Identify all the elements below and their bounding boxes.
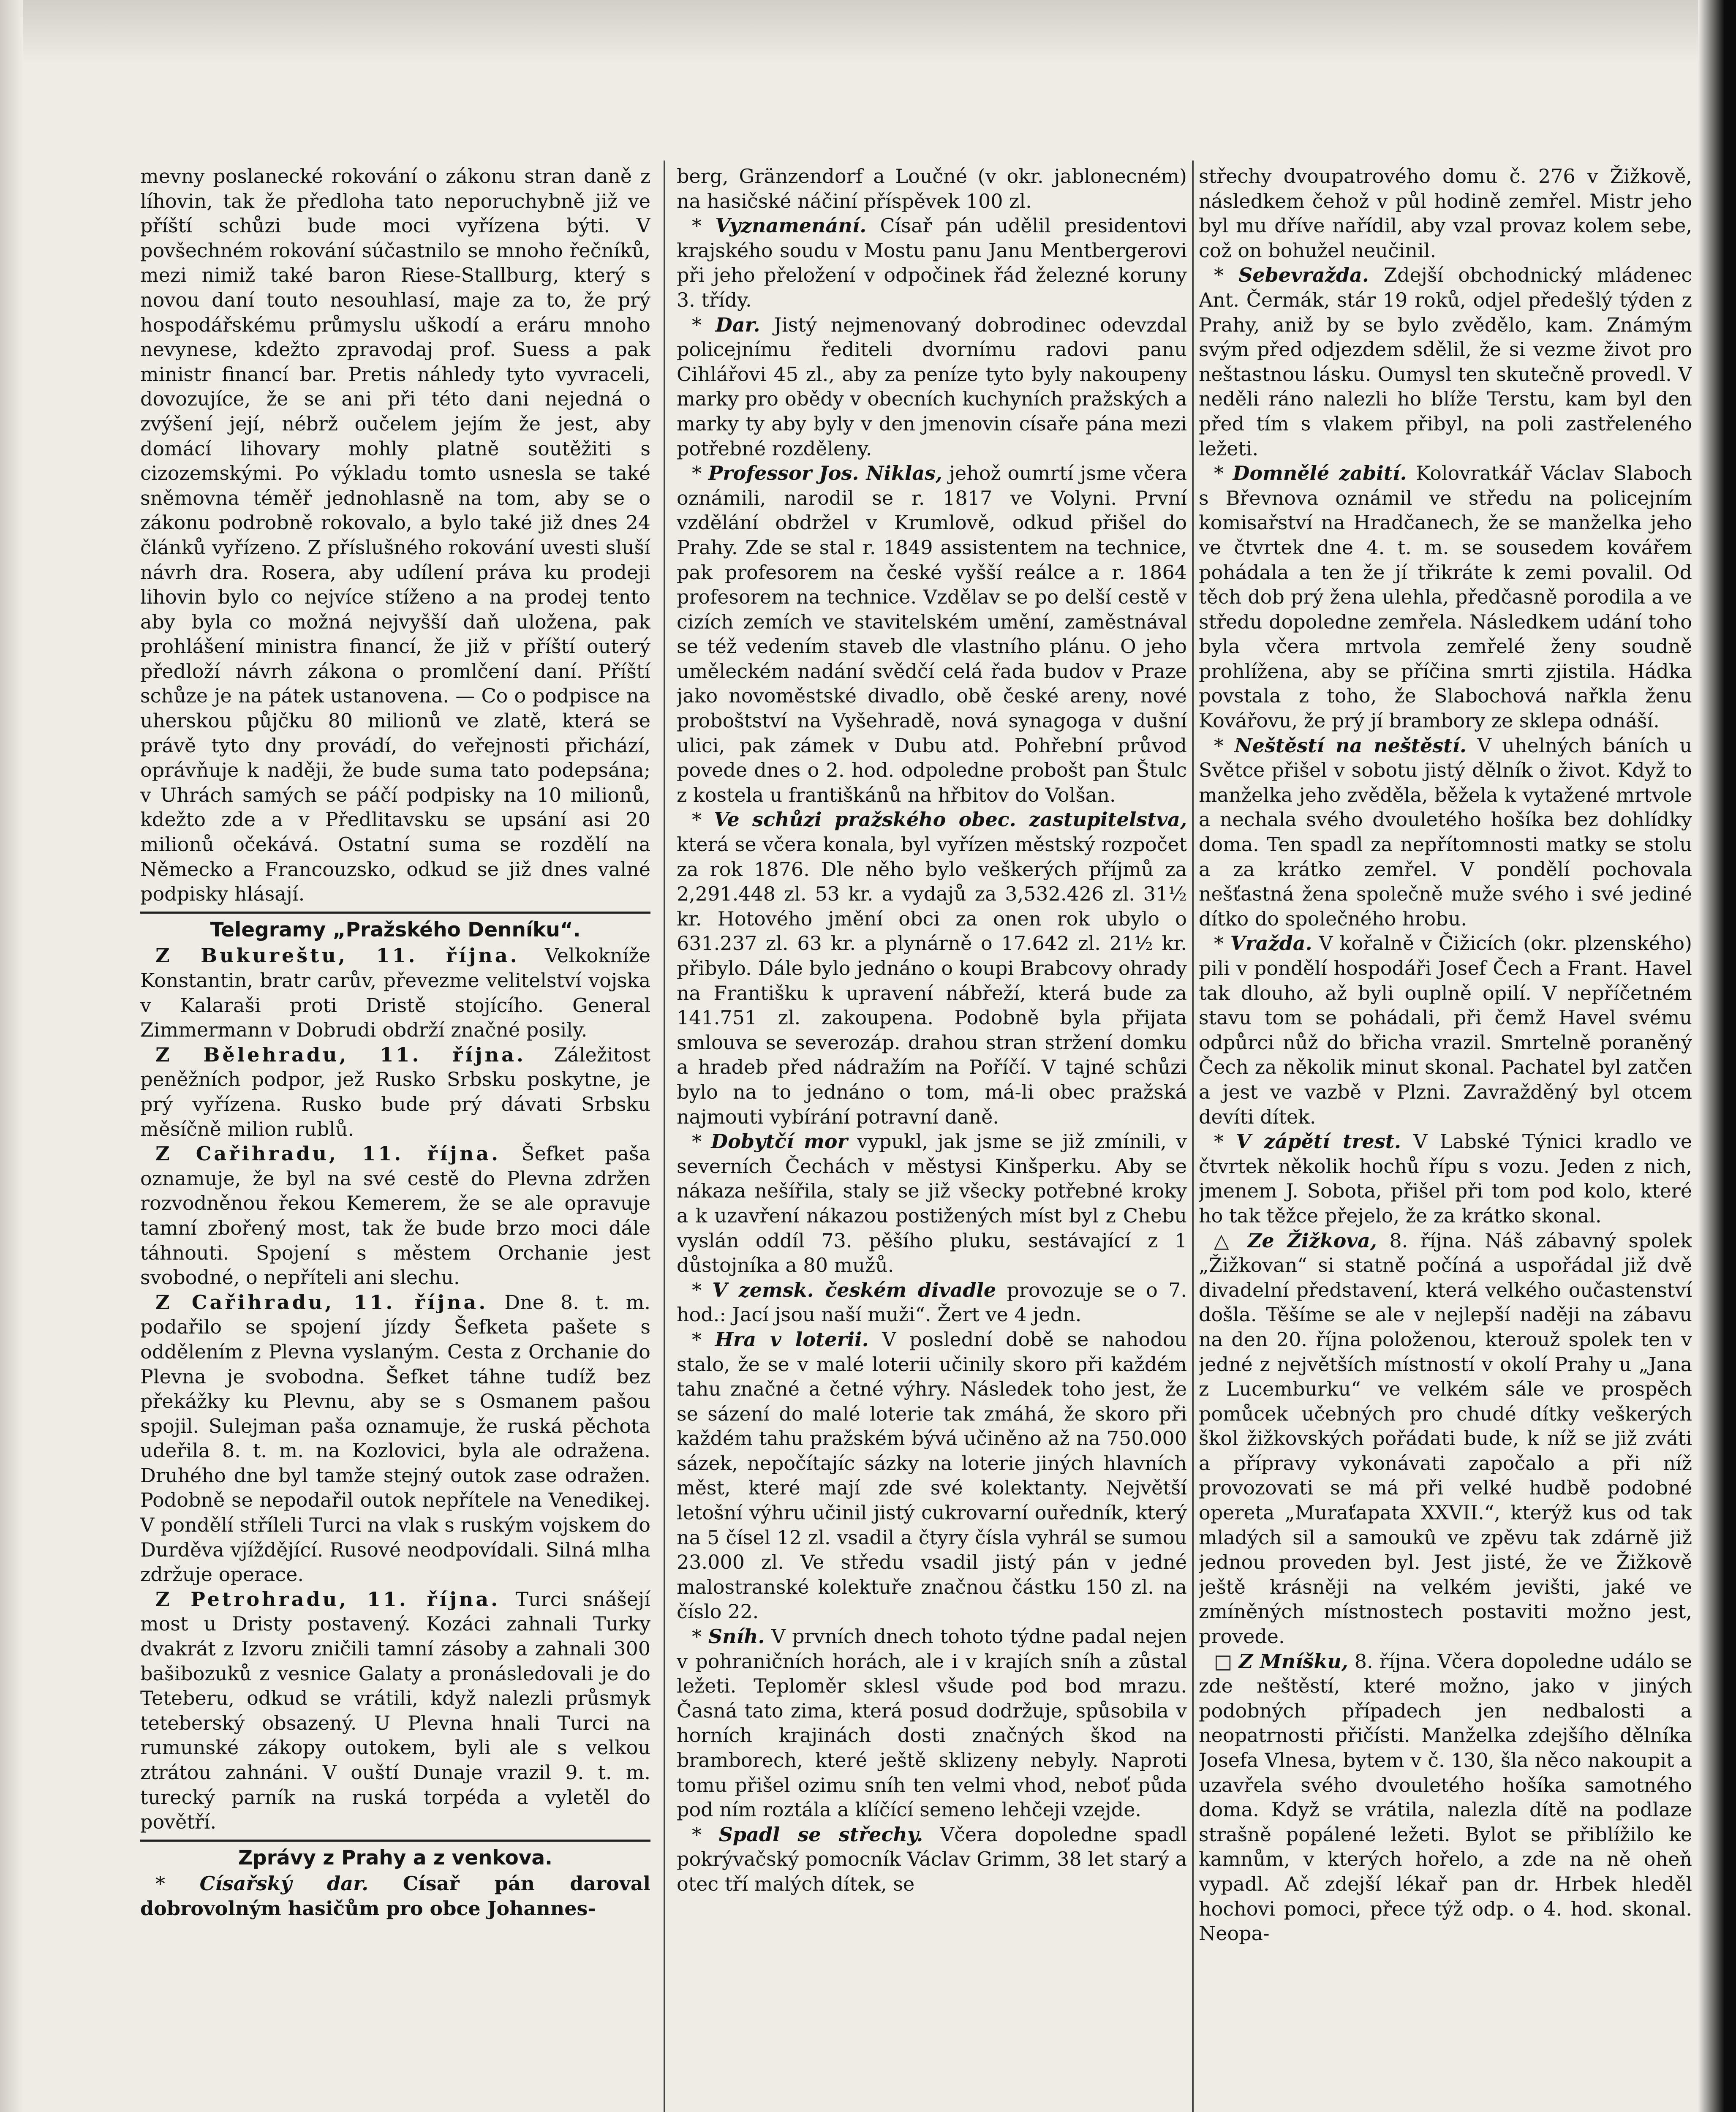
news-item-zizkov (1199, 1228, 1692, 1649)
news-item-title: V zemsk. českém divadle (712, 1278, 996, 1301)
news-item-title: Sebevražda. (1238, 264, 1369, 287)
news-item-domnele-zabiti: * Domnělé zabití. Kolovratkář Václav Slaboch s Břevnova oznámil ve středu na policejním komisařství na Hradčanech, že se manželka jeho ve čtvrtek dne 4. t. m. se sousedem kovářem pohádala a ten že jí třikráte k zemi povalil. Od těch dob prý žena ulehla, předčasně porodila a ve středu dopoledne zemřela. Následkem udání toho byla včera mrtvola zemřelé ženy soudně prohlížena, aby se příčina smrti zjistila. Hádka povstala z toho, že Slabochová nařkla ženu Kovářovu, že prý jí brambory ze sklepa odnáší. (1199, 462, 1692, 732)
news-item-text: jehož oumrtí jsme včera oznámili, narodil se r. 1817 ve Volyni. První vzdělání obdržel v Krumlově, odkud přišel do Prahy. Zde se stal r. 1849 assistentem na technice, pak profesorem na české vyšší reálce a r. 1864 profesorem na technice. Vzdělav se po delší cestě v cizích zemích ve stavitelském umění, zaměstnával se též vedením staveb dle vlastního plánu. O jeho uměleckém nadání svědčí celá řada budov v Praze jako novoměstské divadlo, obě české areny, nové proboštství na Vyšehradě, nová synagoga v dušní ulici, pak zámek v Dubu atd. Pohřební průvod povede dnes o 2. hod. odpoledne probošt pan Štulc z kostela u františkánů na hřbitov do Volšan. (677, 462, 1187, 806)
news-item-title: Hra v loterii. (715, 1328, 869, 1351)
news-item-text: V poslední době se nahodou stalo, že se v malé loterii učinily skoro při každém tahu značné a četné výhry. Následek toho jest, že se sázení do malé loterie tak zmáhá, že skoro při každém tahu pražském bývá učiněno až na 750.000 sázek, nepočítajíc sázky na loterie jiných hlavních měst, které mají zde své kolektanty. Největší letošní výhru učinil jistý cukrovarní ouředník, který na 5 čísel 12 zl. vsadil a čtyry čísla vyhrál se sumou 23.000 zl. Ve středu vsadil jistý pán v jedné malostranské kolektuře značnou částku 150 zl. na číslo 22. (677, 1328, 1187, 1623)
news-item-title: Sníh. (708, 1625, 765, 1648)
news-item-zastupitelstvo: * Ve schůzi pražského obec. zastupitelstva, která se včera konala, byl vyřízen městský rozpočet za rok 1876. Dle něho bylo veškerých příjmů za 2,291.448 zl. 53 kr. a vydajů za 3,532.426 zl. 31½ kr. Hotového jmění obci za onen rok ubylo o 631.237 zl. 63 kr. a plynárně o 17.642 zl. 21½ kr. přibylo. Dále bylo jednáno o koupi Brabcovy ohrady na Františku k upravení nábřeží, která bude za 141.751 zl. zakoupena. Podobně byla přijata smlouva se severozáp. drahou stran stržení domku a hradeb před nádražím na Poříčí. V tajné schůzi bylo na to jednáno o tom, má-li obec pražská najmouti vybírání potravní daně. (677, 808, 1187, 1128)
telegram-carihrad-1 (140, 1141, 650, 1290)
news-item-text: V prvních dnech tohoto týdne padal nejen v pohraničních horách, ale i v krajích sníh a zůstal ležeti. Teploměr sklesl všude pod bod mrazu. Časná tato zima, která posud dodržuje, spůsobila v horních krajinách dosti značných škod na bramborech, které ještě sklizeny nebyly. Naproti tomu přišel ozimu sníh ten velmi vhod, neboť půda pod ním roztála a klíčící semeno lehčeji vzejde. (677, 1625, 1187, 1821)
news-item-text: Jistý nejmenovaný dobrodinec odevzdal policejnímu řediteli dvornímu radovi panu Cihlářovi 45 zl., aby za peníze tyto byly nakoupeny marky pro obědy v obecních kuchyních pražských a marky ty aby byly v den jmenovin císaře pána mezi potřebné rozděleny. (677, 313, 1187, 460)
news-item-snih: * Sníh. V prvních dnech tohoto týdne padal nejen v pohraničních horách, ale i v krajích sníh a zůstal ležeti. Teploměr sklesl všude pod bod mrazu. Časná tato zima, která posud dodržuje, spůsobila v horních krajinách dosti značných škod na bramborech, které ještě sklizeny nebyly. Naproti tomu přišel ozimu sníh ten velmi vhod, neboť půda pod ním roztála a klíčící semeno lehčeji vzejde. (677, 1625, 1187, 1821)
telegram-text: Záležitost peněžních podpor, jež Rusko Srbsku poskytne, je prý vyřízena. Rusko bude prý dávati Srbsku měsíčně milion rublů. (140, 1043, 650, 1140)
scan-shadow-right (1698, 0, 1736, 2112)
news-item-title: Z Mníšku, (1238, 1649, 1348, 1673)
telegram-text: Turci snášejí most u Dristy postavený. Kozáci zahnali Turky dvakrát z Izvoru zničili tamní zásoby a zahnali 300 bašibozuků z vesnice Galaty a pronásledovali je do Teteberu, odkud se vrátili, když nalezli průsmyk teteberský obsazený. U Plevna hnali Turci na rumunské zákopy outokem, byli ale s velkou ztrátou zahnáni. V ouští Dunaje vrazil 9. t. m. turecký parník na ruská torpéda a vyletěl do povětří. (140, 1587, 650, 1834)
news-item-title: Dobytčí mor (711, 1130, 848, 1153)
column-1 (140, 164, 650, 2112)
news-item-text: Císař pán daroval dobrovolným hasičům pro obce Johannes- (140, 1872, 650, 1920)
column-2 (677, 164, 1187, 2112)
news-item-text: která se včera konala, byl vyřízen městský rozpočet za rok 1876. Dle něho bylo veškerých příjmů za 2,291.448 zl. 53 kr. a vydajů za 3,532.426 zl. 31½ kr. Hotového jmění obci za onen rok ubylo o 631.237 zl. 63 kr. a plynárně o 17.642 zl. 21½ kr. přibylo. Dále bylo jednáno o koupi Brabcovy ohrady na Františku k upravení nábřeží, která bude za 141.751 zl. zakoupena. Podobně byla přijata smlouva se severozáp. drahou stran stržení domku a hradeb před nádražím na Poříčí. V tajné schůzi bylo na to jednáno o tom, má-li obec pražská najmouti vybírání potravní daně. (677, 833, 1187, 1128)
news-item-text: Císař pán udělil presidentovi krajského soudu v Mostu panu Janu Mentbergerovi při jeho přeložení v odpočinek řád železné koruny 3. třídy. (677, 214, 1187, 311)
news-item-spadl: * Spadl se střechy. Včera dopoledne spadl pokrývačský pomocník Václav Grimm, 38 let starý a otec tří malých dítek, se (677, 1823, 1187, 1895)
news-item-title: V zápětí trest. (1236, 1130, 1401, 1153)
news-item-text: 8. října. Náš zábavný spolek „Žižkovan“ si statně počíná a uspořádal již dvě divadelní představení, která velkého oučastenství došla. Těšíme se ale v nejlepší naději na zábavu na den 20. října položenou, kterouž spolek ten v jedné z největších místností v okolí Prahy u „Jana z Lucemburku“ ve velkém sále ve prospěch pomůcek učebných pro chudé dítky veškerých škol žižkovských pořádati bude, k níž se již zváti a přípravy vykonávati započalo a při níž provozovati se má při velké hudbě podobné opereta „Muraťapata XXVII.“, kterýž kus od tak mladých sil a samoukû ve zpěvu tak zdárně již jednou proveden byl. Jest jisté, že ve Žižkově ještě krásněji na velkém jevišti, jaké ve zmíněných místnostech postaviti možno jest, provede. (1199, 1229, 1692, 1648)
news-item-text: Včera dopoledne spadl pokrývačský pomocník Václav Grimm, 38 let starý a otec tří malých dítek, se (677, 1823, 1187, 1895)
section-rule (140, 1840, 650, 1842)
news-item-nestesti: * Neštěstí na neštěstí. V uhelných báních u Světce přišel v sobotu jistý dělník o život. Když to manželka jeho zvěděla, běžela k vytažené mrtvole a nechala svého dvouletého hošíka bez dohlídky doma. Ten spadl za nepřítomnosti matky se stolu a za krátko zemřel. V pondělí pochovala nešťastná žena společně muže svého i své jediné dítko do společného hrobu. (1199, 734, 1692, 930)
news-item-text: V uhelných báních u Světce přišel v sobotu jistý dělník o život. Když to manželka jeho zvěděla, běžela k vytažené mrtvole a nechala svého dvouletého hošíka bez dohlídky doma. Ten spadl za nepřítomnosti matky se stolu a za krátko zemřel. V pondělí pochovala nešťastná žena společně muže svého i své jediné dítko do společného hrobu. (1199, 734, 1692, 930)
news-item-title: Vyznamenání. (715, 214, 867, 237)
news-item-continuation: berg, Gränzendorf a Loučné (v okr. jablonecném) na hasičské náčiní příspěvek 100 zl. (677, 165, 1187, 212)
telegram-dateline: Z Bukureštu, 11. října. (155, 944, 520, 967)
news-item-text: 8. října. Včera dopoledne událo se zde neštěstí, které možno, jako v jiných podobných případech jen nedbalosti a neopatrnosti přičísti. Manželka zdejšího dělníka Josefa Vlnesa, bytem v č. 130, šla něco nakoupit a uzavřela svého dvouletého hošíka samotného doma. Když se vrátila, nalezla dítě na podlaze strašně popálené ležeti. Bylot se přiblížilo ke kamnům, v kterých hořelo, a zde na ně oheň vypadl. Ač zdejší lékař pan dr. Hrbek hleděl hochovi pomoci, přece týž odp. o 4. hod. skonal. Neopa- (1199, 1649, 1692, 1945)
news-item-title: Ve schůzi pražského obec. zastupitelstva, (713, 808, 1187, 831)
news-item-mnisek (1199, 1649, 1692, 1946)
news-item-title: Spadl se střechy. (718, 1823, 923, 1846)
telegram-carihrad-2 (140, 1290, 650, 1587)
telegram-belehrad (140, 1042, 650, 1141)
news-item-title: Professor Jos. Niklas, (708, 462, 943, 485)
news-heading: Zprávy z Prahy a z venkova. (238, 1846, 553, 1870)
news-item-loterie: * Hra v loterii. V poslední době se nahodou stalo, že se v malé loterii učinily skoro při každém tahu značné a četné výhry. Následek toho jest, že se sázení do malé loterie tak zmáhá, že skoro při každém tahu pražském bývá učiněno až na 750.000 sázek, nepočítajíc sázky na loterie jiných hlavních měst, které mají zde své kolektanty. Největší letošní výhru učinil jistý cukrovarní ouředník, který na 5 čísel 12 zl. vsadil a čtyry čísla vyhrál se sumou 23.000 zl. Ve středu vsadil jistý pán v jedné malostranské kolektuře značnou částku 150 zl. na číslo 22. (677, 1328, 1187, 1623)
news-item-title: Ze Žižkova, (1247, 1229, 1377, 1252)
news-item-title: Císařský dar. (199, 1872, 369, 1895)
column-rule-1 (664, 161, 665, 2112)
triangle-icon: △ (1214, 1229, 1235, 1252)
news-item-text: V kořalně v Čižicích (okr. plzenského) pili v pondělí hospodáři Josef Čech a Frant. Havel tak dlouho, až byli ouplně opilí. V nepříčetném stavu tom se pohádali, při čemž Havel svému odpůrci nůž do břicha vrazil. Smrtelně poraněný Čech za několik minut skonal. Pachatel byl zatčen a jest ve vazbě v Plzni. Zavražděný byl otcem devíti dítek. (1199, 932, 1692, 1128)
news-item-zapeti-trest: * V zápětí trest. V Labské Týnici kradlo ve čtvrtek několik hochů řípu s vozu. Jeden z nich, jmenem J. Sobota, přišel při tom pod kolo, které ho tak těžce přejelo, že za krátko skonal. (1199, 1130, 1692, 1227)
news-item-cisarsky-dar: * Císařský dar. Císař pán daroval dobrovolným hasičům pro obce Johannes- (140, 1872, 650, 1920)
news-item-text: provozuje se o 7. hod.: Jací jsou naší muži“. Žert ve 4 jedn. (677, 1278, 1187, 1326)
telegram-bukurest (140, 943, 650, 1042)
telegram-text: Velkokníže Konstantin, bratr carův, převezme velitelství vojska v Kalaraši proti Dristě stojícího. General Zimmermann v Dobrudi obdrží značné posily. (140, 944, 650, 1042)
news-item-text: Kolovratkář Václav Slaboch s Břevnova oznámil ve středu na policejním komisařství na Hradčanech, že se manželka jeho ve čtvrtek dne 4. t. m. se sousedem kovářem pohádala a ten že jí třikráte k zemi povalil. Od těch dob prý žena ulehla, předčasně porodila a ve středu dopoledne zemřela. Následkem udání toho byla včera mrtvola zemřelé ženy soudně prohlížena, aby se příčina smrti zjistila. Hádka povstala z toho, že Slabochová nařkla ženu Kovářovu, že prý jí brambory ze sklepa odnáší. (1199, 462, 1692, 732)
news-item-text: Zdejší obchodnický mládenec Ant. Čermák, stár 19 roků, odjel předešlý týden z Prahy, aniž by se bylo zvědělo, kam. Známým svým před odjezdem sdělil, že si vezme život pro neštastnou lásku. Oumysl ten skutečně provedl. V neděli ráno nalezli ho blíže Terstu, kam byl den před tím s vlakem přibyl, na poli zastřeleného ležeti. (1199, 264, 1692, 460)
news-item-dobytci-mor: * Dobytčí mor vypukl, jak jsme se již zmínili, v severních Čechách v městysi Kinšperku. Aby se nákaza nešířila, staly se již všecky potřebné kroky a k uzavření nákazou postižených míst byl z Chebu vyslán oddíl 73. pěšího pluku, sestávající z 1 důstojníka a 80 mužů. (677, 1130, 1187, 1277)
news-item-divadlo: * V zemsk. českém divadle provozuje se o 7. hod.: Jací jsou naší muži“. Žert ve 4 jedn. (677, 1278, 1187, 1326)
news-item-sebevrazda: * Sebevražda. Zdejší obchodnický mládenec Ant. Čermák, stár 19 roků, odjel předešlý týden z Prahy, aniž by se bylo zvědělo, kam. Známým svým před odjezdem sdělil, že si vezme život pro neštastnou lásku. Oumysl ten skutečně provedl. V neděli ráno nalezli ho blíže Terstu, kam byl den před tím s vlakem přibyl, na poli zastřeleného ležeti. (1199, 264, 1692, 460)
column-rule-2 (1192, 161, 1194, 2112)
news-item-title: Dar. (715, 313, 760, 336)
scan-shadow-left (0, 0, 23, 2112)
telegram-dateline: Z Petrohradu, 11. října. (155, 1587, 501, 1611)
news-item-vyznamenani: * Vyznamenání. Císař pán udělil presidentovi krajského soudu v Mostu panu Janu Mentbergerovi při jeho přeložení v odpočinek řád železné koruny 3. třídy. (677, 214, 1187, 311)
telegram-dateline: Z Cařihradu, 11. října. (155, 1142, 501, 1165)
telegram-petrohrad (140, 1587, 650, 1834)
telegram-dateline: Z Bělehradu, 11. října. (155, 1043, 526, 1066)
news-item-title: Neštěstí na neštěstí. (1234, 734, 1467, 757)
telegram-text: Dne 8. t. m. podařilo se spojení jízdy Šefketa pašete s oddělením z Plevna vyslaným. Cesta z Orchanie do Plevna je svobodna. Šefket táhne tudíž bez překážky ku Plevnu, aby se s Osmanem pašou spojil. Sulejman paša oznamuje, že ruská pěchota udeřila 8. t. m. na Kozlovici, byla ale odražena. Druhého dne byl tamže stejný outok zase odražen. Podobně se nepodařil outok nepřítele na Venedikej. V pondělí stříleli Turci na vlak s ruským vojskem do Durděva vjíždějící. Rusové neodpovídali. Silná mlha zdržuje operace. (140, 1290, 650, 1586)
column-3 (1199, 164, 1692, 2112)
news-item-text: V Labské Týnici kradlo ve čtvrtek několik hochů řípu s vozu. Jeden z nich, jmenem J. Sobota, přišel při tom pod kolo, které ho tak těžce přejelo, že za krátko skonal. (1199, 1130, 1692, 1227)
news-item-niklas: * Professor Jos. Niklas, jehož oumrtí jsme včera oznámili, narodil se r. 1817 ve Volyni. První vzdělání obdržel v Krumlově, odkud přišel do Prahy. Zde se stal r. 1849 assistentem na technice, pak profesorem na české vyšší reálce a r. 1864 profesorem na technice. Vzdělav se po delší cestě v cizích zemích ve stavitelském umění, zaměstnával se též vedením staveb dle vlastního plánu. O jeho uměleckém nadání svědčí celá řada budov v Praze jako novoměstské divadlo, obě české areny, nové proboštství na Vyšehradě, nová synagoga v dušní ulici, pak zámek v Dubu atd. Pohřební průvod povede dnes o 2. hod. odpoledne probošt pan Štulc z kostela u františkánů na hřbitov do Volšan. (677, 462, 1187, 806)
square-icon: □ (1214, 1649, 1233, 1673)
telegram-text: Šefket paša oznamuje, že byl na své cestě do Plevna zdržen rozvodněnou řekou Kemerem, že se ale opravuje tamní zbořený most, tak že bude brzo moci dále táhnouti. Spojení s městem Orchanie jest svobodné, o nepříteli ani slechu. (140, 1142, 650, 1289)
parliament-report: mevny poslanecké rokování o zákonu stran daně z líhovin, tak že předloha tato neporuchybně již ve příští schůzi bude moci vyřízena býti. V povšechném rokování súčastnilo se mnoho řečníků, mezi nimiž také baron Riese-Stallburg, který s novou daní touto nesouhlasí, maje za to, že prý hospodářskému průmyslu uškodí a eráru mnoho nevynese, kdežto zpravodaj prof. Suess a pak ministr financí bar. Pretis náhledy tyto vyvraceli, dovozujíce, že se ani při této dani nejedná o zvýšení její, nébrž oučelem jejím že jest, aby domácí lihovary mohly platně soutěžiti s cizozemskými. Po výkladu tomto usnesla se také sněmovna téměř jednohlasně na tom, aby se o zákonu podrobně rokovalo, a bylo také již dnes 24 článků vyřízeno. Z příslušného rokování uvesti sluší návrh dra. Rosera, aby udílení práva ku prodeji lihovin bylo co nejvíce stíženo a na prodej tento aby byla co možná nejvyšší daň uložena, pak prohlášení ministra financí, že již v příští outerý předloží návrh zákona o promlčení daní. Příští schůze je na pátek ustanovena. — Co o podpisce na uherskou půjčku 80 milionů ve zlatě, která se právě tyto dny provádí, do veřejnosti přichází, oprávňuje k naději, že bude suma tato podepsána; v Uhrách samých se páčí podpisky na 10 milionů, kdežto zde a v Předlitavsku se upsání asi 20 milionů očekává. Ostatní suma se rozdělí na Německo a Francouzsko, odkud se již dnes valné podpisky hlásají. (140, 165, 650, 906)
news-item-dar: * Dar. Jistý nejmenovaný dobrodinec odevzdal policejnímu řediteli dvornímu radovi panu Cihlářovi 45 zl., aby za peníze tyto byly nakoupeny marky pro obědy v obecních kuchyních pražských a marky ty aby byly v den jmenovin císaře pána mezi potřebné rozděleny. (677, 313, 1187, 460)
telegram-dateline: Z Cařihradu, 11. října. (155, 1290, 488, 1314)
news-item-continuation: střechy dvoupatrového domu č. 276 v Žižkově, následkem čehož v půl hodině zemřel. Mistr jeho byl mu dříve nařídil, aby vzal provaz kolem sebe, což on bohužel neučinil. (1199, 165, 1692, 262)
section-rule (140, 912, 650, 914)
telegrams-heading: Telegramy „Pražského Denníku“. (210, 918, 581, 942)
scan-shadow-top (0, 0, 1736, 63)
news-item-text: vypukl, jak jsme se již zmínili, v severních Čechách v městysi Kinšperku. Aby se nákaza nešířila, staly se již všecky potřebné kroky a k uzavření nákazou postižených míst byl z Chebu vyslán oddíl 73. pěšího pluku, sestávající z 1 důstojníka a 80 mužů. (677, 1130, 1187, 1277)
news-item-vrazda: * Vražda. V kořalně v Čižicích (okr. plzenského) pili v pondělí hospodáři Josef Čech a Frant. Havel tak dlouho, až byli ouplně opilí. V nepříčetném stavu tom se pohádali, při čemž Havel svému odpůrci nůž do břicha vrazil. Smrtelně poraněný Čech za několik minut skonal. Pachatel byl zatčen a jest ve vazbě v Plzni. Zavražděný byl otcem devíti dítek. (1199, 932, 1692, 1128)
news-item-title: Domnělé zabití. (1233, 462, 1407, 485)
news-item-title: Vražda. (1230, 932, 1312, 955)
